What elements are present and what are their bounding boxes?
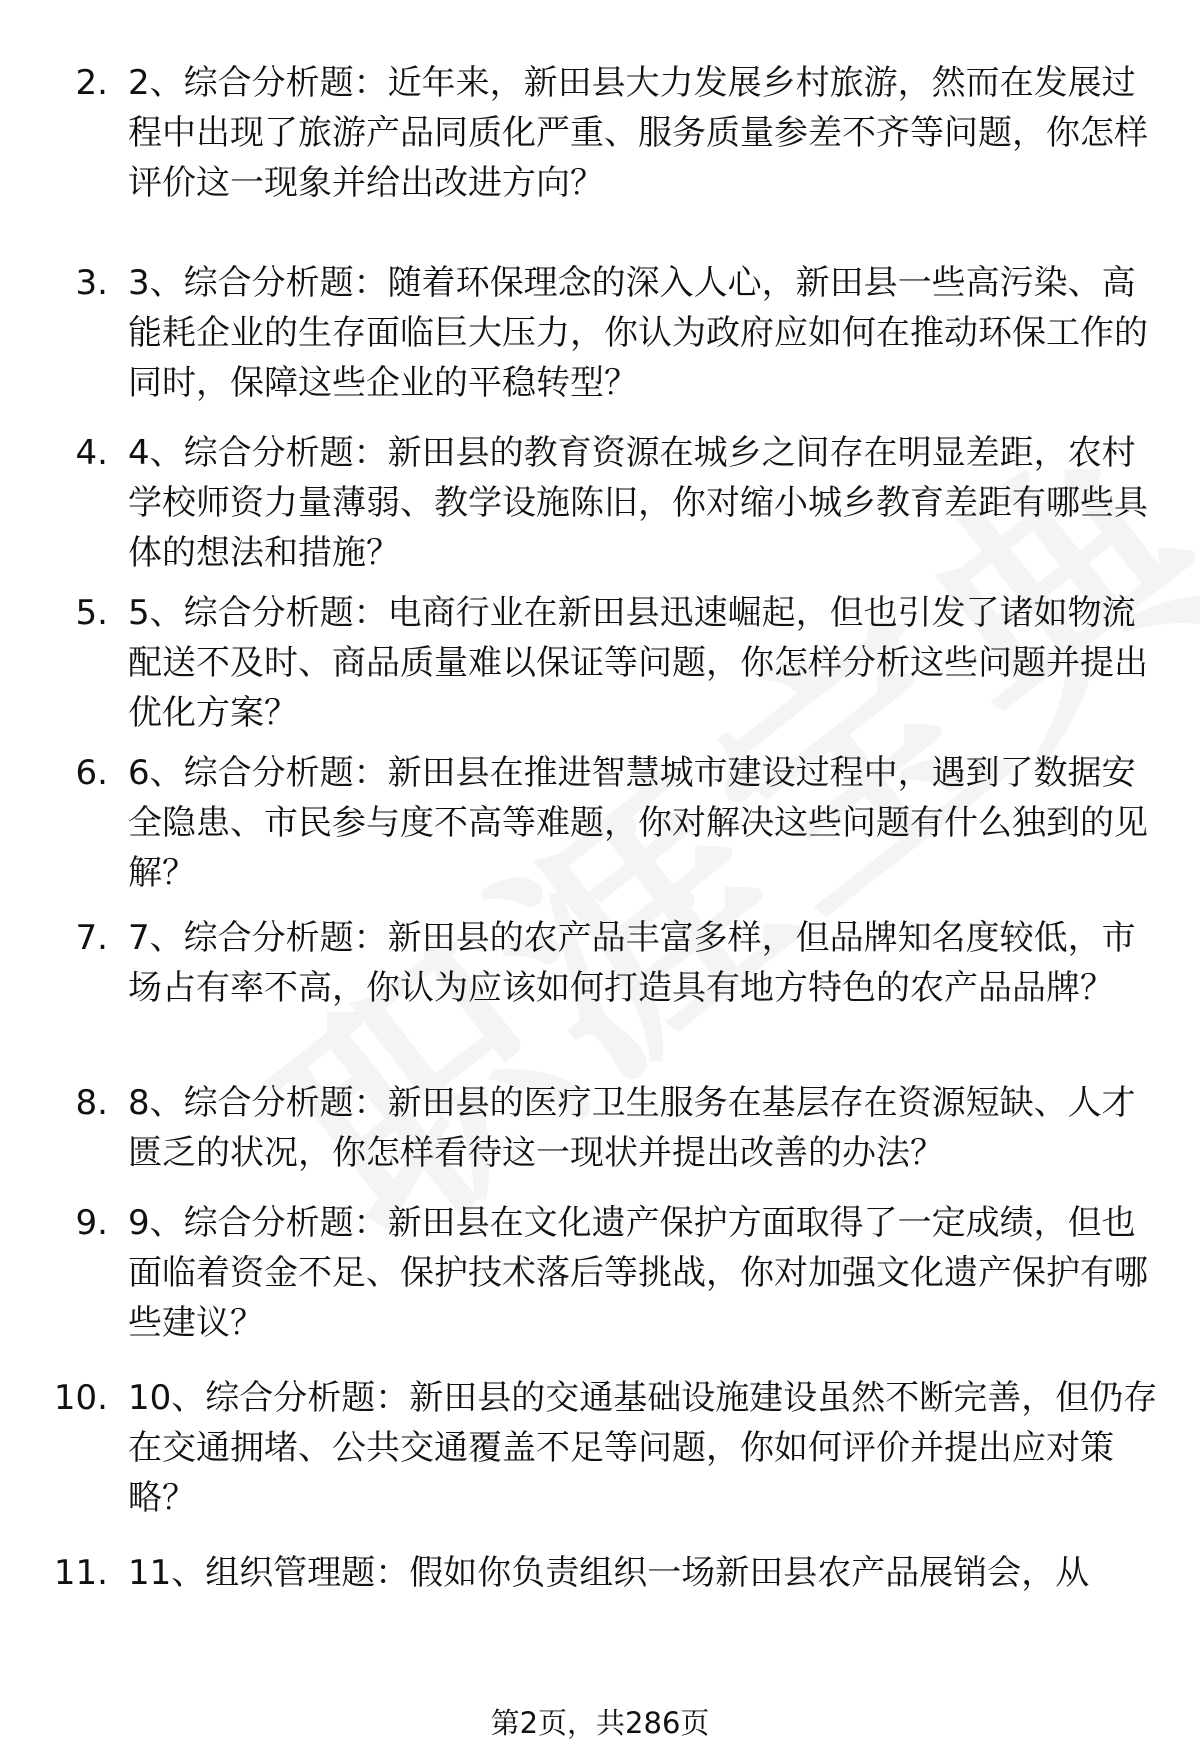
question-item xyxy=(0,1198,1200,1373)
question-item xyxy=(0,748,1200,913)
question-text: 2、综合分析题：近年来，新田县大力发展乡村旅游，然而在发展过程中出现了旅游产品同质化严重、服务质量参差不齐等问题，你怎样评价这一现象并给出改进方向？ xyxy=(128,63,1148,203)
question-number: 10. xyxy=(53,1378,108,1418)
question-item xyxy=(0,1548,1200,1608)
question-number: 11. xyxy=(53,1553,108,1593)
question-text: 5、综合分析题：电商行业在新田县迅速崛起，但也引发了诸如物流配送不及时、商品质量难以保证等问题，你怎样分析这些问题并提出优化方案？ xyxy=(128,593,1148,733)
question-text: 11、组织管理题：假如你负责组织一场新田县农产品展销会，从 xyxy=(128,1553,1090,1593)
question-item xyxy=(0,58,1200,258)
question-number: 6. xyxy=(75,753,108,793)
question-number: 2. xyxy=(75,63,108,103)
question-item xyxy=(0,258,1200,428)
question-text: 6、综合分析题：新田县在推进智慧城市建设过程中，遇到了数据安全隐患、市民参与度不高等难题，你对解决这些问题有什么独到的见解？ xyxy=(128,753,1148,893)
question-text: 4、综合分析题：新田县的教育资源在城乡之间存在明显差距，农村学校师资力量薄弱、教学设施陈旧，你对缩小城乡教育差距有哪些具体的想法和措施？ xyxy=(128,433,1148,573)
question-number: 4. xyxy=(75,433,108,473)
question-item xyxy=(0,1078,1200,1198)
question-number: 7. xyxy=(75,918,108,958)
question-item xyxy=(0,1373,1200,1548)
page-footer: 第2页，共286页 xyxy=(490,1706,710,1740)
question-text: 9、综合分析题：新田县在文化遗产保护方面取得了一定成绩，但也面临着资金不足、保护技术落后等挑战，你对加强文化遗产保护有哪些建议？ xyxy=(128,1203,1148,1343)
question-item xyxy=(0,913,1200,1078)
question-list xyxy=(0,58,1200,1608)
question-item xyxy=(0,588,1200,748)
question-number: 8. xyxy=(75,1083,108,1123)
question-text: 3、综合分析题：随着环保理念的深入人心，新田县一些高污染、高能耗企业的生存面临巨大压力，你认为政府应如何在推动环保工作的同时，保障这些企业的平稳转型？ xyxy=(128,263,1148,403)
question-text: 7、综合分析题：新田县的农产品丰富多样，但品牌知名度较低，市场占有率不高，你认为应该如何打造具有地方特色的农产品品牌？ xyxy=(128,918,1136,1008)
question-number: 5. xyxy=(75,593,108,633)
question-number: 3. xyxy=(75,263,108,303)
question-number: 9. xyxy=(75,1203,108,1243)
question-item xyxy=(0,428,1200,588)
question-text: 10、综合分析题：新田县的交通基础设施建设虽然不断完善，但仍存在交通拥堵、公共交通覆盖不足等问题，你如何评价并提出应对策略？ xyxy=(128,1378,1158,1518)
question-text: 8、综合分析题：新田县的医疗卫生服务在基层存在资源短缺、人才匮乏的状况，你怎样看待这一现状并提出改善的办法？ xyxy=(128,1083,1136,1173)
